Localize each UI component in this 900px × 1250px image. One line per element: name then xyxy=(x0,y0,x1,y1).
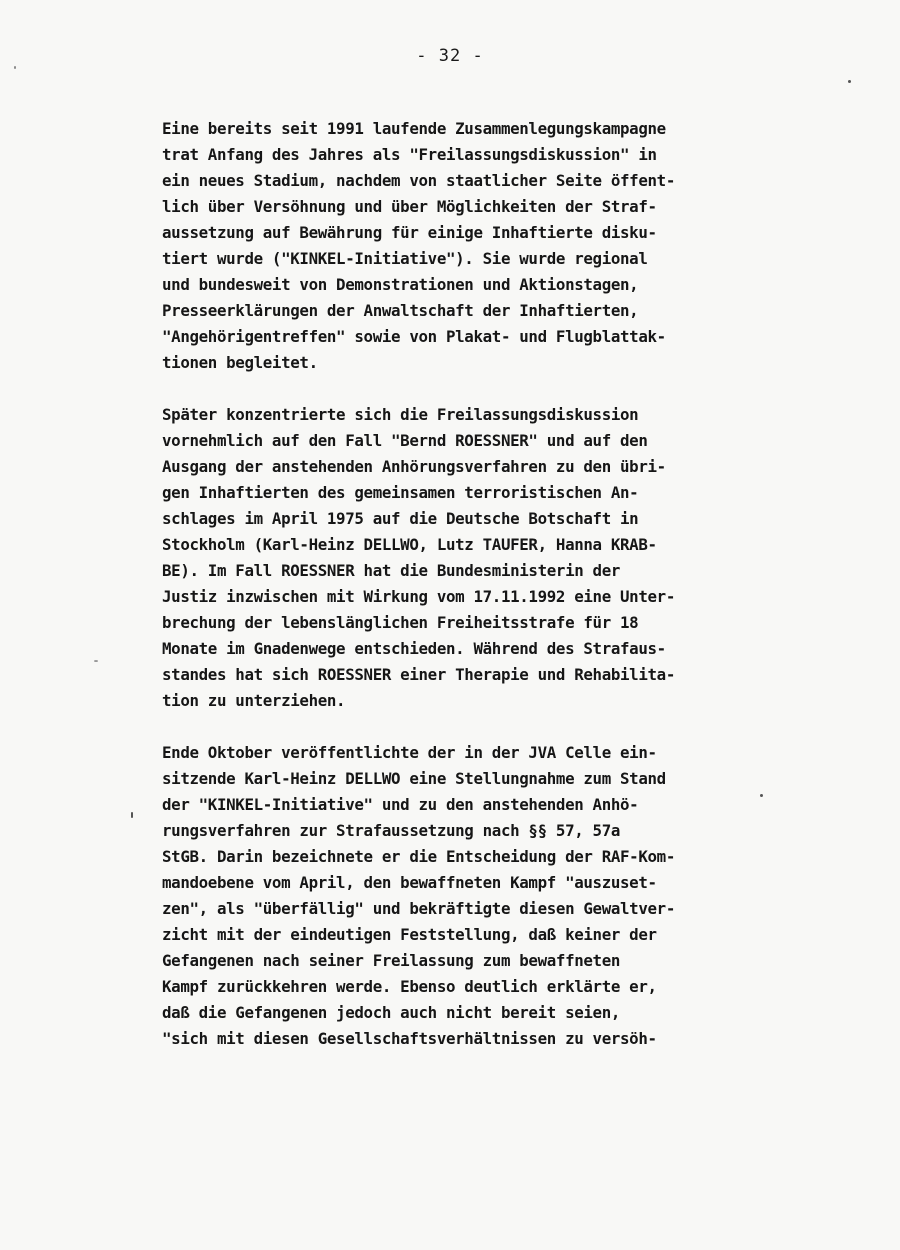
text-line: Ausgang der anstehenden Anhörungsverfahren zu den übri- xyxy=(162,457,666,476)
paragraph-freilassungsdiskussion xyxy=(162,402,802,714)
text-line: rungsverfahren zur Strafaussetzung nach §§ 57, 57a xyxy=(162,821,621,840)
text-line: trat Anfang des Jahres als "Freilassungsdiskussion" in xyxy=(162,145,657,164)
scan-speck xyxy=(848,80,851,83)
text-line: BE). Im Fall ROESSNER hat die Bundesministerin der xyxy=(162,561,621,580)
text-line: daß die Gefangenen jedoch auch nicht bereit seien, xyxy=(162,1003,621,1022)
text-line: schlages im April 1975 auf die Deutsche Botschaft in xyxy=(162,509,639,528)
scan-speck xyxy=(94,660,98,662)
text-line: ein neues Stadium, nachdem von staatlicher Seite öffent- xyxy=(162,171,675,190)
text-line: tion zu unterziehen. xyxy=(162,691,346,710)
paragraph-kampagne xyxy=(162,116,802,376)
text-line: und bundesweit von Demonstrationen und Aktionstagen, xyxy=(162,275,639,294)
text-line: StGB. Darin bezeichnete er die Entscheidung der RAF-Kom- xyxy=(162,847,675,866)
text-line: Presseerklärungen der Anwaltschaft der Inhaftierten, xyxy=(162,301,639,320)
body-text xyxy=(162,116,802,1078)
text-line: aussetzung auf Bewährung für einige Inhaftierte disku- xyxy=(162,223,657,242)
text-line: Später konzentrierte sich die Freilassungsdiskussion xyxy=(162,405,639,424)
text-line: mandoebene vom April, den bewaffneten Kampf "auszuset- xyxy=(162,873,657,892)
text-line: zen", als "überfällig" und bekräftigte diesen Gewaltver- xyxy=(162,899,675,918)
text-line: Stockholm (Karl-Heinz DELLWO, Lutz TAUFER, Hanna KRAB- xyxy=(162,535,657,554)
text-line: lich über Versöhnung und über Möglichkeiten der Straf- xyxy=(162,197,657,216)
text-line: sitzende Karl-Heinz DELLWO eine Stellungnahme zum Stand xyxy=(162,769,666,788)
text-line: brechung der lebenslänglichen Freiheitsstrafe für 18 xyxy=(162,613,639,632)
text-line: Eine bereits seit 1991 laufende Zusammenlegungskampagne xyxy=(162,119,666,138)
text-line: "sich mit diesen Gesellschaftsverhältnissen zu versöh- xyxy=(162,1029,657,1048)
text-line: zicht mit der eindeutigen Feststellung, daß keiner der xyxy=(162,925,657,944)
scan-speck xyxy=(760,794,763,797)
text-line: Ende Oktober veröffentlichte der in der JVA Celle ein- xyxy=(162,743,657,762)
text-line: tiert wurde ("KINKEL-Initiative"). Sie wurde regional xyxy=(162,249,648,268)
text-line: standes hat sich ROESSNER einer Therapie und Rehabilita- xyxy=(162,665,675,684)
text-line: Gefangenen nach seiner Freilassung zum bewaffneten xyxy=(162,951,621,970)
text-line: tionen begleitet. xyxy=(162,353,318,372)
text-line: vornehmlich auf den Fall "Bernd ROESSNER" und auf den xyxy=(162,431,648,450)
text-line: Monate im Gnadenwege entschieden. Während des Strafaus- xyxy=(162,639,666,658)
page-number: - 32 - xyxy=(416,46,484,66)
text-line: Kampf zurückkehren werde. Ebenso deutlich erklärte er, xyxy=(162,977,657,996)
text-line: der "KINKEL-Initiative" und zu den anstehenden Anhö- xyxy=(162,795,639,814)
scan-speck xyxy=(131,812,133,818)
text-line: Justiz inzwischen mit Wirkung vom 17.11.1992 eine Unter- xyxy=(162,587,675,606)
text-line: gen Inhaftierten des gemeinsamen terroristischen An- xyxy=(162,483,639,502)
text-line: "Angehörigentreffen" sowie von Plakat- und Flugblattak- xyxy=(162,327,666,346)
scan-speck xyxy=(14,66,16,69)
paragraph-dellwo-stellungnahme xyxy=(162,740,802,1052)
